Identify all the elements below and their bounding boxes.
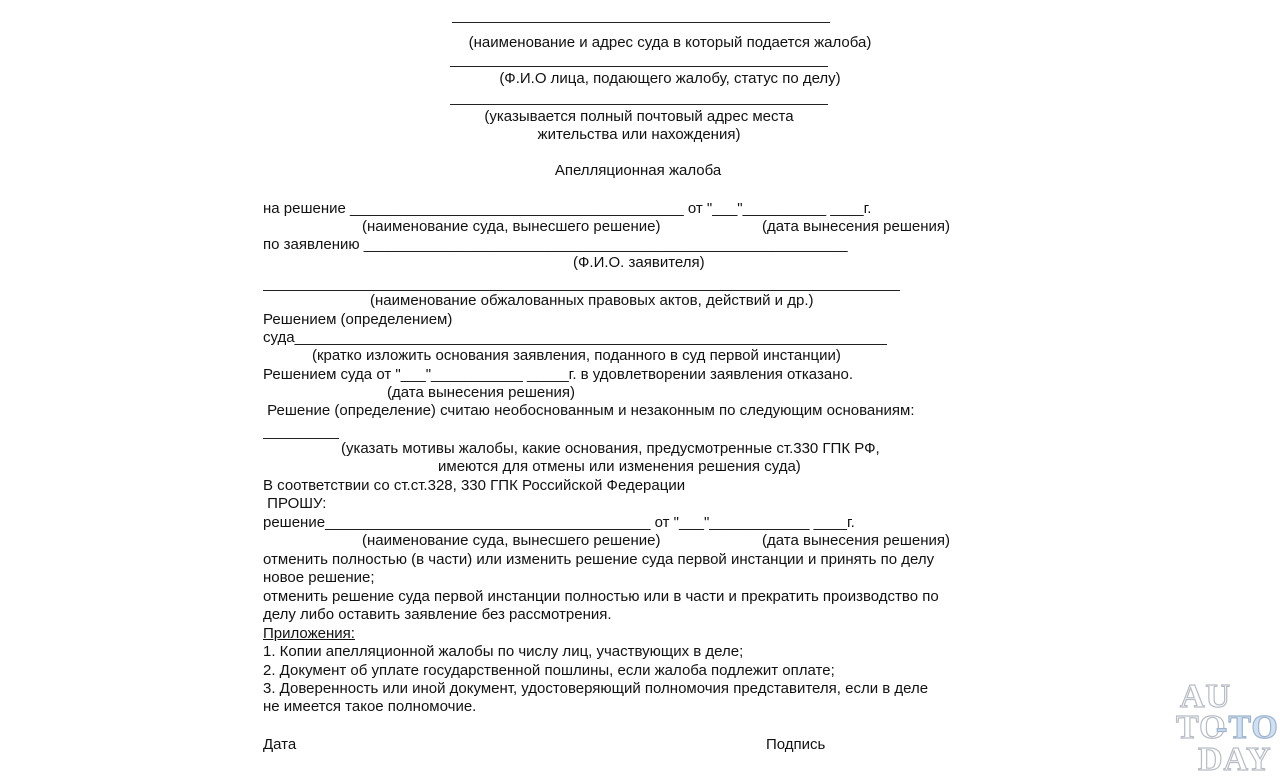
applicant-statement-line: по заявлению __________________________________________________________ <box>263 236 848 253</box>
date-caption-1: (дата вынесения решения) <box>762 218 950 235</box>
attachment-3-line1: 3. Доверенность или иной документ, удостоверяющий полномочия представителя, если в деле <box>263 680 929 697</box>
grounds-caption: (кратко изложить основания заявления, поданного в суд первой инстанции) <box>312 347 841 364</box>
appealed-acts-caption: (наименование обжалованных правовых актов, действий и др.) <box>370 292 814 309</box>
date-label: Дата <box>263 736 297 753</box>
watermark-line-2b: -TO <box>1216 709 1279 746</box>
court-caption: (наименование и адрес суда в который подается жалоба) <box>468 34 872 51</box>
address-caption-line2: жительства или нахождения) <box>537 126 741 143</box>
applicant-fio-caption: (Ф.И.О. заявителя) <box>573 254 705 271</box>
applicant-line <box>450 66 828 67</box>
decision-line: на решение ________________________________________ от "___"__________ ____г. <box>263 200 872 217</box>
signature-label: Подпись <box>766 736 826 753</box>
watermark-line-1: AU <box>1180 678 1232 715</box>
attachment-3-line2: не имеется такое полномочие. <box>263 698 477 715</box>
court-caption-1: (наименование суда, вынесшего решение) <box>362 218 661 235</box>
attachment-2: 2. Документ об уплате государственной пошлины, если жалоба подлежит оплате; <box>263 662 835 679</box>
motives-caption-1: (указать мотивы жалобы, какие основания, предусмотренные ст.330 ГПК РФ, <box>341 440 880 457</box>
request-heading: ПРОШУ: <box>263 495 327 512</box>
court-caption-2: (наименование суда, вынесшего решение) <box>362 532 661 549</box>
legal-basis: В соответствии со ст.ст.328, 330 ГПК Российской Федерации <box>263 477 686 494</box>
attachments-heading: Приложения: <box>263 625 355 642</box>
applicant-caption: (Ф.И.О лица, подающего жалобу, статус по делу) <box>499 70 841 87</box>
request-item-1-line2: новое решение; <box>263 569 375 586</box>
request-decision-line: решение_______________________________________ от "___"____________ ____г. <box>263 514 855 531</box>
motives-line <box>263 438 339 439</box>
refusal-line: Решением суда от "___"___________ _____г. в удовлетворении заявления отказано. <box>263 366 853 383</box>
motives-caption-2: имеются для отмены или изменения решения суда) <box>438 458 801 475</box>
court-name-line <box>452 22 830 23</box>
court-line: суда_______________________________________________________________________ <box>263 329 887 346</box>
ruling-label: Решением (определением) <box>263 311 453 328</box>
address-line <box>450 104 828 105</box>
unfounded-statement: Решение (определение) считаю необоснованным и незаконным по следующим основаниям: <box>263 402 915 419</box>
date-caption-2: (дата вынесения решения) <box>387 384 575 401</box>
request-item-2-line1: отменить решение суда первой инстанции полностью или в части и прекратить производство по <box>263 588 939 605</box>
request-item-2-line2: делу либо оставить заявление без рассмотрения. <box>263 606 612 623</box>
attachment-1: 1. Копии апелляционной жалобы по числу лиц, участвующих в деле; <box>263 643 744 660</box>
watermark-line-2a: TO <box>1176 709 1227 746</box>
appealed-acts-line <box>263 290 900 291</box>
address-caption-line1: (указывается полный почтовый адрес места <box>484 108 794 125</box>
document-title: Апелляционная жалоба <box>554 162 722 179</box>
request-item-1-line1: отменить полностью (в части) или изменить решение суда первой инстанции и принять по делу <box>263 551 935 568</box>
watermark-line-3: DAY <box>1198 741 1272 778</box>
date-caption-3: (дата вынесения решения) <box>762 532 950 549</box>
